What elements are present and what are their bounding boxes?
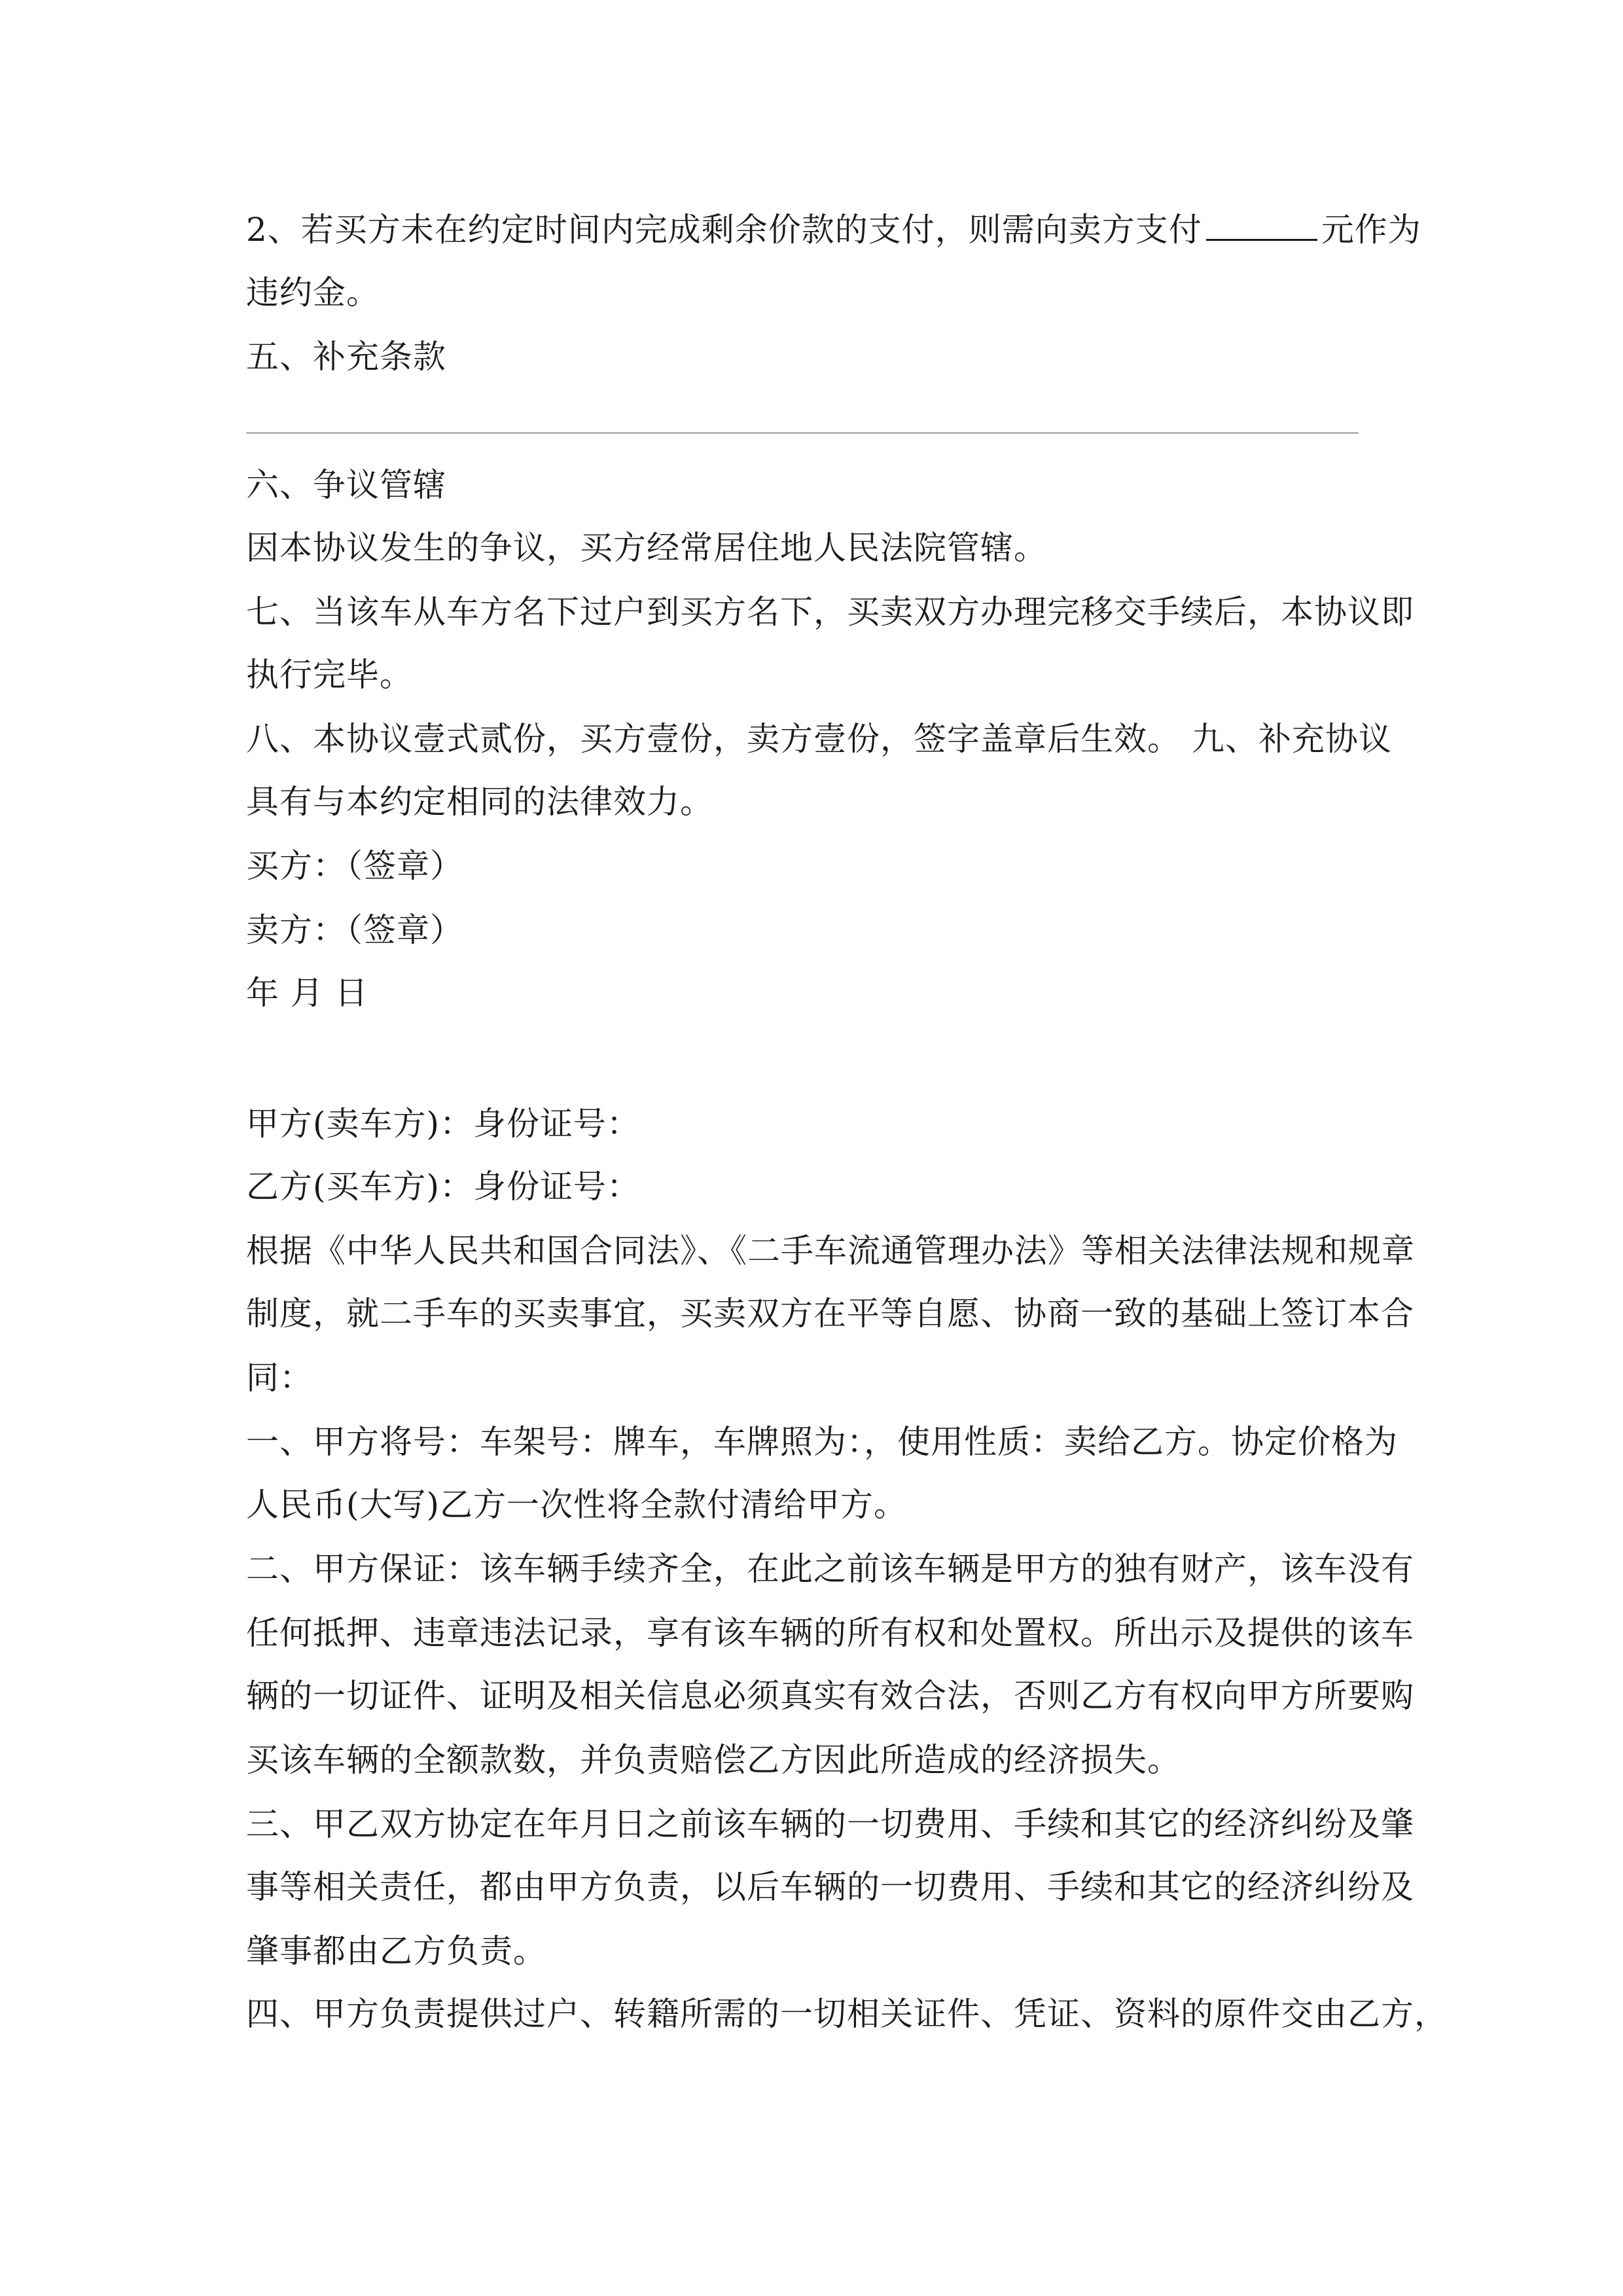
clause-three-line1: 三、甲乙双方协定在年月日之前该车辆的一切费用、手续和其它的经济纠纷及肇 (246, 1805, 1414, 1843)
clause-two-line1: 二、甲方保证：该车辆手续齐全，在此之前该车辆是甲方的独有财产，该车没有 (246, 1550, 1414, 1588)
clause-two-line3: 辆的一切证件、证明及相关信息必须真实有效合法，否则乙方有权向甲方所要购 (246, 1677, 1414, 1715)
preamble-line2: 制度，就二手车的买卖事宜，买卖双方在平等自愿、协商一致的基础上签订本合 (246, 1295, 1414, 1333)
clause-penalty-line (246, 209, 1421, 250)
clause-two-line2: 任何抵押、违章违法记录，享有该车辆的所有权和处置权。所出示及提供的该车 (246, 1614, 1414, 1652)
signature-date: 年 月 日 (246, 974, 368, 1012)
clause-four-line1: 四、甲方负责提供过户、转籍所需的一切相关证件、凭证、资料的原件交由乙方， (246, 1995, 1448, 2033)
clause-two-line4: 买该车辆的全额款数，并负责赔偿乙方因此所造成的经济损失。 (246, 1741, 1181, 1779)
section-supplement-heading: 五、补充条款 (246, 338, 446, 376)
clause-three-line2: 事等相关责任，都由甲方负责，以后车辆的一切费用、手续和其它的经济纠纷及 (246, 1868, 1414, 1906)
penalty-amount-blank (1206, 210, 1317, 241)
preamble-line1: 根据《中华人民共和国合同法》、《二手车流通管理办法》等相关法律法规和规章 (246, 1232, 1415, 1270)
clause-eight-line2: 具有与本约定相同的法律效力。 (246, 783, 713, 821)
clause-one-line1: 一、甲方将号：车架号：牌车，车牌照为：，使用性质：卖给乙方。协定价格为 (246, 1423, 1398, 1461)
clause-seven-line2: 执行完毕。 (246, 656, 413, 694)
clause-three-line3: 肇事都由乙方负责。 (246, 1932, 546, 1970)
clause-seven-line1: 七、当该车从车方名下过户到买方名下，买卖双方办理完移交手续后，本协议即 (246, 593, 1414, 631)
clause-penalty-suffix: 元作为 (1321, 211, 1421, 249)
party-a-line: 甲方(卖车方)：身份证号： (246, 1105, 641, 1143)
dispute-text: 因本协议发生的争议，买方经常居住地人民法院管辖。 (246, 529, 1047, 567)
clause-penalty-cont: 违约金。 (246, 274, 380, 312)
clause-penalty-text: 2、若买方未在约定时间内完成剩余价款的支付，则需向卖方支付 (246, 211, 1202, 249)
clause-one-line2: 人民币(大写)乙方一次性将全款付清给甲方。 (246, 1486, 908, 1524)
preamble-line3: 同： (246, 1359, 313, 1397)
section-dispute-heading: 六、争议管辖 (246, 466, 446, 504)
supplement-fill-line (246, 432, 1359, 434)
buyer-signature: 买方：（签章） (246, 847, 463, 885)
party-b-line: 乙方(买车方)：身份证号： (246, 1168, 641, 1206)
clause-eight-line1: 八、本协议壹式贰份，买方壹份，卖方壹份，签字盖章后生效。 九、补充协议 (246, 720, 1392, 758)
seller-signature: 卖方：（签章） (246, 911, 463, 949)
